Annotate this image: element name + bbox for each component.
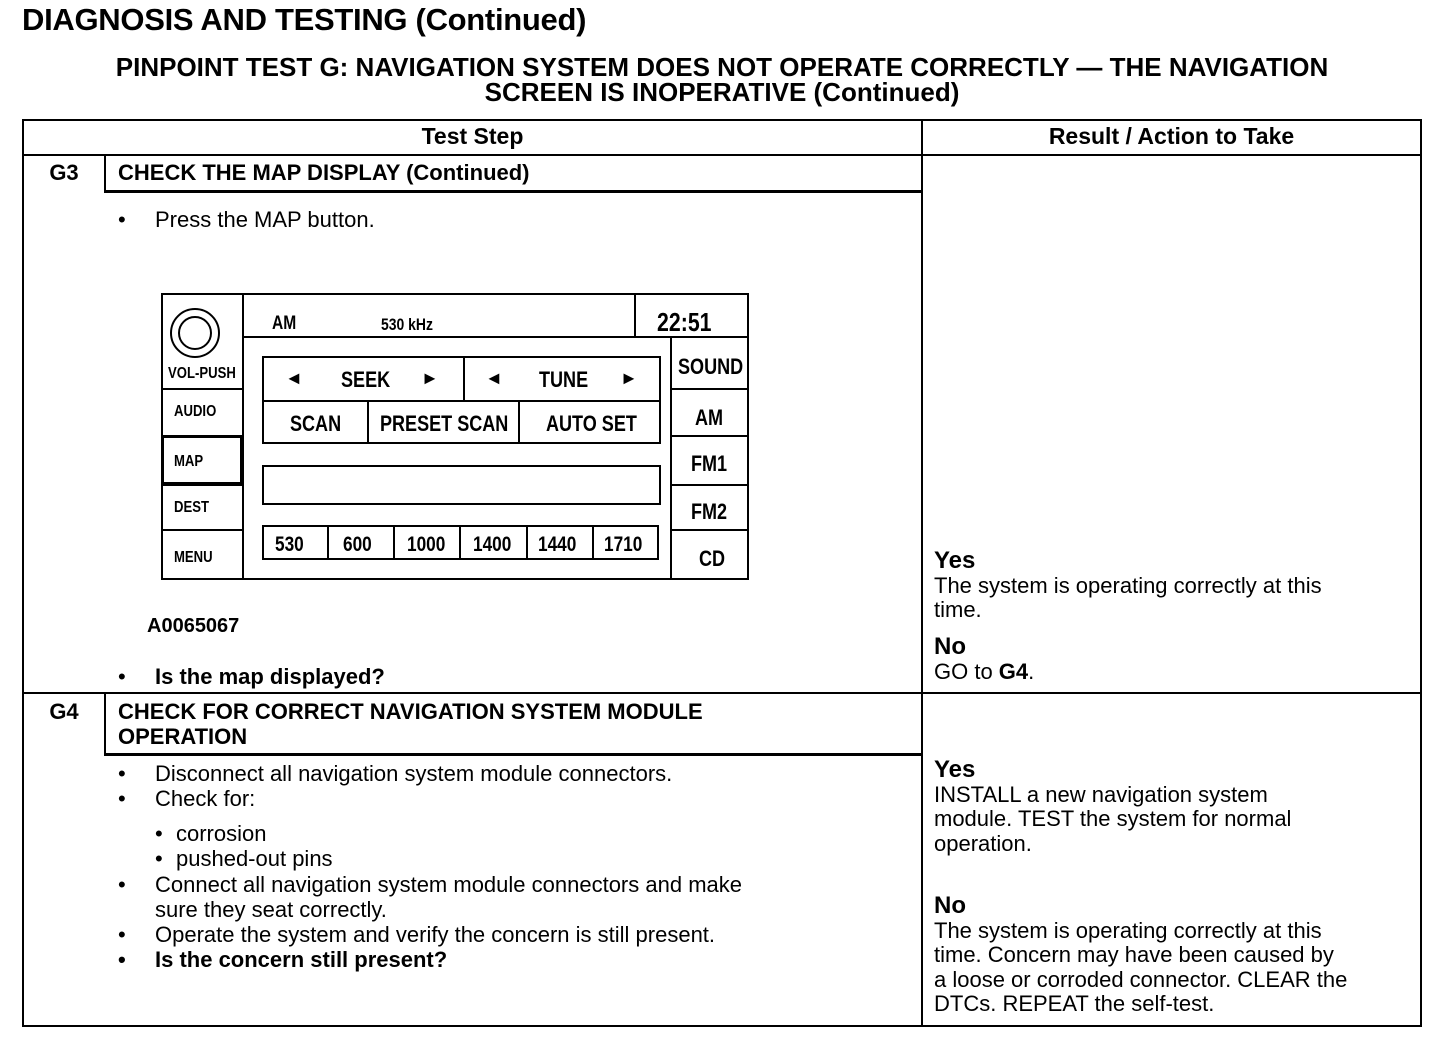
- g3-question: [118, 664, 385, 689]
- tune-right-arrow-icon: ►: [620, 368, 638, 388]
- preset-1440: 1440: [538, 533, 577, 556]
- g4-result-no: [934, 894, 1347, 1017]
- header-divider: [22, 154, 1422, 156]
- bullet: •: [118, 664, 126, 689]
- fig-left-sep: [163, 388, 243, 390]
- g4-no-text-2: time. Concern may have been caused by: [934, 942, 1334, 967]
- step-title-g4: [118, 699, 703, 749]
- g4-yes-text-3: operation.: [934, 830, 1032, 856]
- sound-button: SOUND: [678, 354, 744, 379]
- bullet: •: [118, 761, 126, 786]
- bullet: •: [118, 786, 126, 811]
- g3-step-text: Press the MAP button.: [155, 207, 375, 232]
- g4-title-line-1: CHECK FOR CORRECT NAVIGATION SYSTEM MODULE: [118, 699, 703, 724]
- preset-1400: 1400: [473, 533, 512, 556]
- preset-530: 530: [275, 533, 304, 556]
- g3-yes-text-2: time.: [934, 597, 982, 622]
- g3-yes-text-1: The system is operating correctly at this: [934, 572, 1322, 598]
- g3-no-text: GO to G4.: [934, 658, 1035, 684]
- step-title-g3: CHECK THE MAP DISPLAY (Continued): [118, 160, 530, 185]
- g4-step4-text: Operate the system and verify the concern is still present.: [155, 922, 716, 947]
- subtitle-line-1: PINPOINT TEST G: NAVIGATION SYSTEM DOES NOT OPERATE CORRECTLY — THE NAVIGATION: [115, 52, 1329, 82]
- g4-yes-text-1: INSTALL a new navigation system: [934, 781, 1268, 807]
- g4-no-text-3: a loose or corroded connector. CLEAR the: [934, 966, 1348, 992]
- am-button: AM: [695, 405, 724, 430]
- fig-right-sep: [671, 484, 747, 486]
- bullet: •: [155, 846, 163, 871]
- fig-clock-line: [634, 295, 636, 337]
- g4-no-text-1: The system is operating correctly at this: [934, 917, 1322, 943]
- scan-button: SCAN: [290, 411, 342, 436]
- g4-question: [118, 947, 448, 972]
- g4-step-operate: [118, 922, 716, 947]
- column-header-result: Result / Action to Take: [1048, 123, 1295, 149]
- radio-clock: 22:51: [657, 307, 712, 337]
- g4-yes-text-2: module. TEST the system for normal: [934, 806, 1292, 831]
- fig-right-sep: [671, 388, 747, 390]
- subtitle-line-2: SCREEN IS INOPERATIVE (Continued): [484, 77, 960, 107]
- fm1-button: FM1: [691, 451, 728, 476]
- column-divider: [921, 119, 923, 1027]
- bullet: •: [118, 922, 126, 947]
- seek-label: SEEK: [341, 367, 391, 392]
- fm2-button: FM2: [691, 499, 728, 524]
- g4-yes-label: Yes: [934, 756, 976, 783]
- g3-no-target: G4: [998, 658, 1029, 684]
- g3-question-text: Is the map displayed?: [155, 664, 385, 689]
- g4-sub-pushed-out: [155, 846, 333, 871]
- g4-step-check: [118, 786, 256, 811]
- bullet: •: [118, 207, 126, 232]
- tune-label: TUNE: [539, 367, 589, 392]
- g3-result-yes: [934, 549, 1322, 623]
- radio-band-label: AM: [272, 313, 297, 334]
- preset-600: 600: [343, 533, 372, 556]
- cd-button: CD: [699, 546, 726, 571]
- radio-display-strip: [262, 465, 661, 505]
- radio-frequency-label: 530 kHz: [381, 315, 433, 334]
- bullet: •: [118, 872, 126, 897]
- g4-no-label: No: [934, 892, 966, 919]
- tune-left-arrow-icon: ◄: [485, 368, 503, 388]
- auto-set-button: AUTO SET: [546, 411, 637, 436]
- figure-id: A0065067: [147, 615, 240, 637]
- step-id-g3: G3: [49, 160, 79, 185]
- radio-faceplate-figure: [161, 293, 749, 580]
- g3-step-press-map: [118, 207, 375, 232]
- preset-row: [262, 525, 659, 560]
- g3-no-label: No: [934, 633, 966, 660]
- g4-step-disconnect: [118, 761, 673, 786]
- menu-button: MENU: [174, 549, 213, 566]
- g4-step2-text: Check for:: [155, 786, 256, 811]
- seek-right-arrow-icon: ►: [421, 368, 439, 388]
- map-button: MAP: [174, 453, 204, 470]
- preset-1710: 1710: [604, 533, 643, 556]
- g4-question-text: Is the concern still present?: [155, 947, 448, 972]
- g3-result-no: [934, 635, 1034, 684]
- g4-sub-corrosion: [155, 821, 267, 846]
- g3-yes-label: Yes: [934, 547, 976, 574]
- fig-right-col-line: [670, 336, 672, 578]
- vol-push-label: VOL-PUSH: [168, 365, 236, 382]
- bullet: •: [155, 821, 163, 846]
- pinpoint-test-title: [22, 52, 1422, 107]
- g4-step-connect: [118, 872, 742, 922]
- preset-scan-button: PRESET SCAN: [380, 411, 509, 436]
- fig-top-line: [242, 336, 671, 338]
- column-header-test-step: Test Step: [421, 123, 524, 149]
- g3-g4-divider: [22, 692, 1422, 694]
- volume-knob-icon: [170, 308, 220, 358]
- g4-step1-text: Disconnect all navigation system module connectors.: [155, 761, 673, 786]
- fig-right-sep: [671, 435, 747, 437]
- dest-button: DEST: [174, 499, 209, 516]
- g4-no-text-4: DTCs. REPEAT the self-test.: [934, 991, 1215, 1016]
- preset-1000: 1000: [407, 533, 446, 556]
- fig-right-sep: [671, 529, 747, 531]
- g4-sub2-text: pushed-out pins: [176, 846, 333, 871]
- g4-result-yes: [934, 758, 1291, 856]
- g4-step3-line-2: sure they seat correctly.: [155, 897, 387, 922]
- g3-title-divider: [104, 190, 922, 193]
- seek-left-arrow-icon: ◄: [285, 368, 303, 388]
- g4-step3-line-1: Connect all navigation system module connectors and make: [155, 872, 742, 897]
- g4-title-line-2: OPERATION: [118, 724, 248, 749]
- step-id-g4: G4: [49, 699, 79, 724]
- bullet: •: [118, 947, 126, 972]
- audio-button: AUDIO: [174, 403, 217, 420]
- page-title: DIAGNOSIS AND TESTING (Continued): [22, 2, 587, 37]
- g4-sub1-text: corrosion: [176, 821, 267, 846]
- g4-title-divider: [104, 753, 922, 756]
- fig-left-sep: [163, 529, 243, 531]
